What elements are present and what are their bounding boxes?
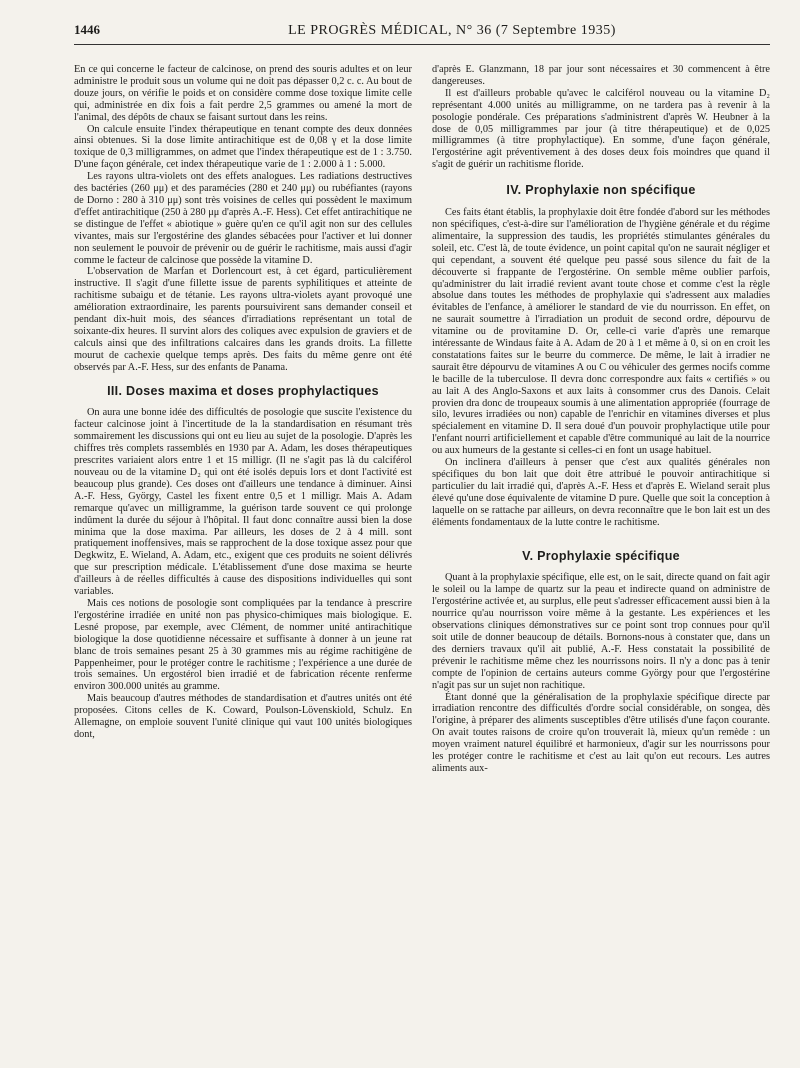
- paragraph: Étant donné que la généralisation de la prophylaxie spécifique directe par irradiation rencontre des difficultés d'ordre social considérable, on songea, dès l'origine, à préparer des aliments susceptibles d'être utilisés d'une façon courante. On avait toutes raisons de croire qu'on trouverait là, mieux qu'un remède : un moyen vraiment naturel équilibré et harmonieux, d'agir sur les nourrissons pour les protéger contre le rachitisme et c'est au lait qu'on eut recours. Les autres aliments aux-: [432, 691, 770, 774]
- paragraph: Mais ces notions de posologie sont compliquées par la tendance à prescrire l'ergostérine irradiée en unité non pas physico-chimiques mais biologique. E. Lesné propose, par exemple, avec Clément, de nommer unité antirachitique biologique la dose quotidienne nécessaire et suffisante à donner à un jeune rat blanc de trois semaines pesant 25 à 30 grammes mis au régime rachitigène de Pappenheimer, pour le protéger contre le rachitisme ; l'expérience a une durée de trois semaines. Un ergostérol bien irradié et de fabrication récente renferme environ 300.000 unités au gramme.: [74, 597, 412, 693]
- page-number: 1446: [74, 22, 100, 37]
- right-column: [432, 64, 770, 775]
- paragraph: d'après E. Glanzmann, 18 par jour sont nécessaires et 30 commencent à être dangereuses.: [432, 64, 770, 87]
- section-heading-iii: III. Doses maxima et doses prophylactiques: [107, 383, 379, 398]
- paragraph: Il est d'ailleurs probable qu'avec le calciférol nouveau ou la vitamine D₂ représentant 4.000 unités au milligramme, on ne tardera pas à revenir à la posologie pondérale. Ces préparations s'administrent d'après W. Heubner à la dose de 0,05 milligrammes par jour (à titre thérapeutique) et de 0,025 milligrammes (à titre prophylactique). En somme, d'une façon générale, l'ergostérine agit préventivement à des doses deux fois moindres que quand il s'agit de guérir un rachitisme floride.: [432, 87, 770, 171]
- running-title: LE PROGRÈS MÉDICAL, N° 36 (7 Septembre 1935): [288, 23, 616, 38]
- paragraph: Ces faits étant établis, la prophylaxie doit être fondée d'abord sur les méthodes non spécifiques, c'est-à-dire sur l'amélioration de l'hygiène générale et du régime alimentaire, la suppression des taudis, les propriétés stimulantes générales du soleil, etc. C'est là, de toute évidence, un point capital qu'on ne saurait négliger et qui cependant, a souvent été quelque peu passé sous silence du fait de la découverte si frappante de l'ergostérine. On semble même oublier parfois, qu'administrer du lait irradié revient avant toute chose et comme c'est la règle absolue dans toutes les méthodes de prophylaxie qui s'adressent aux maladies évitables de l'enfance, à améliorer le standard de vie du nourrisson. En effet, on ne saurait soumettre à l'irradiation un produit de second ordre, dépourvu de vitamine ou de provitamine D. Or, celle-ci varie d'après une remarque intéressante de Windaus faite à A. Adam de 20 à 1 et même à 0, si on en croit les constatations faites sur le beurre du commerce. De même, le lait à irradier ne saurait être dépourvu de vitamines A ou C ou véhiculer des germes nocifs comme le bacille de la tuberculose. Il devra donc correspondre aux faits « certifiés » ou au lait A des Anglo-Saxons et aux laits à consommer crus des Danois. Celait provien dra donc de troupeaux soumis à une alimentation appropriée (fourrage de silo, levures irradiées ou non) capable de l'enrichir en vitamines diverses et plus spécialement en vitamine D. Il sera doué d'un pouvoir prophylactique utile pour l'enfant nourri artificiellement et capable d'être communiqué au lait de la nourrice ou aux humeurs de la gestante si celles-ci en font un usage habituel.: [432, 207, 770, 457]
- paragraph: L'observation de Marfan et Dorlencourt est, à cet égard, particulièrement instructive. Il s'agit d'une fillette issue de parents syphilitiques et atteinte de rachitisme subaigu et de tétanie. Les rayons ultra-violets ayant provoqué une amélioration extraordinaire, les parents poursuivirent sans demander conseil et pendant dix-huit mois, des séances d'irradiations représentant un total de soixante-dix heures. Il survint alors des coliques avec expulsion de graviers et de calculs ainsi que des infiltrations calcaires dans les grands droits. La fillette mourut de cachexie quelque temps après. Des faits du même genre ont été observés par A.-F. Hess, sur des enfants de Panama.: [74, 266, 412, 373]
- paragraph: Mais beaucoup d'autres méthodes de standardisation et d'autres unités ont été proposées. Citons celles de K. Coward, Poulson-Lövenskiold, Schulz. En Allemagne, on emploie souvent l'unité clinique qui vaut 100 unités biologiques dont,: [74, 693, 412, 740]
- paragraph: On inclinera d'ailleurs à penser que c'est aux qualités générales non spécifiques du bon lait que doit être attribué le pouvoir antirachitique si particulier du lait irradié qui, d'après A.-F. Hess et d'après E. Wieland serait plus élevé qu'une dose équivalente de vitamine D pure. Quelle que soit la conception à laquelle on se rattache par ailleurs, on devra reconnaître que le bon lait est un des éléments fondamentaux de la lutte contre le rachitisme.: [432, 457, 770, 528]
- header-rule: [74, 44, 770, 45]
- paragraph: On calcule ensuite l'index thérapeutique en tenant compte des deux données ainsi obtenues. Si la dose limite antirachitique est de 0,08 γ et la dose limite toxique de 0,3 milligrammes, on admet que l'index thérapeutique est de 1 : 3.750. D'une façon générale, cet index thérapeutique varie de 1 : 2.000 à 1 : 5.000.: [74, 123, 412, 171]
- left-column: [74, 64, 412, 741]
- paragraph: Les rayons ultra-violets ont des effets analogues. Les radiations destructives des bactéries (260 μμ) et des paramécies (280 et 240 μμ) ou rubéfiantes (rayons de Dorno : 280 à 310 μμ) sont très voisines de celles qui possèdent le maximum d'effet antirachitique (250 à 280 μμ d'après A.-F. Hess). Cet effet antirachitique ne se distingue de l'effet « abiotique » guère qu'en ce qu'il agit non sur des cellules vivantes, mais sur l'ergostérine des glandes sébacées pour l'activer et lui donner non seulement le pouvoir de prévenir ou de guérir le rachitisme, mais aussi d'agir comme le facteur de calcinose que possède la vitamine D.: [74, 171, 412, 266]
- section-heading-iv: IV. Prophylaxie non spécifique: [506, 183, 696, 198]
- page-header: [74, 22, 770, 44]
- paragraph: Quant à la prophylaxie spécifique, elle est, on le sait, directe quand on fait agir le soleil ou la lampe de quartz sur la peau et indirecte quand on administre de l'ergostérine activée et, au surplus, elle peut s'adresser efficacement aussi bien à la nourrice qu'au nourrisson voire même à la gestante. Les expériences et les observations cliniques démonstratives sur ce point sont trop connues pour qu'il soit utile de donner beaucoup de détails. Bornons-nous à constater que, dans un des derniers travaux qu'il ait publié, A.-F. Hess constatait la possibilité de prévenir le rachitisme même chez les nourrissons noirs. Il n'y a donc pas à tenir compte de l'opinion de certains auteurs comme György pour que l'ergostérine n'agit pas sur un sujet non rachitique.: [432, 572, 770, 691]
- paragraph: On aura une bonne idée des difficultés de posologie que suscite l'existence du facteur calcinose joint à l'incertitude de la la standardisation en résumant très sommairement les discussions qui ont eu lieu au sujet de la posologie. D'après les chiffres très complets rassemblés en 1930 par A. Adam, les doses thérapeutiques prescrites variaient alors entre 1 et 15 milligr. (Il ne s'agit pas là du calciférol nouveau ou de la vitamine D₂ qui ont été isolés depuis lors et dont l'activité est beaucoup plus grande). Ces doses ont d'ailleurs une tendance à diminuer. Ainsi A.-F. Hess, György, Castel les fixent entre 0,5 et 1 milligr. Mais A. Adam remarque qu'avec un milligramme, la guérison tarde souvent ce qui prolonge indûment la durée du séjour à l'hôpital. Il faut donc connaître aussi bien la dose minima que la dose maxima. Par ailleurs, les doses de 2 à 4 mill. sont pratiquement inoffensives, mais se rapprochent de la dose toxique assez pour que Degkwitz, E. Wieland, A. Adam, etc., exigent que ces produits ne soient délivrés que sur prescription médicale. L'établissement d'une dose maxima se heurte d'ailleurs à de réelles difficultés à cause des dispositions individuelles qui sont variables.: [74, 407, 412, 598]
- section-heading-v: V. Prophylaxie spécifique: [522, 548, 680, 563]
- paragraph: En ce qui concerne le facteur de calcinose, on prend des souris adultes et on leur administre le produit sous un volume qui ne doit pas dépasser 0,2 c. c. Au bout de douze jours, on vérifie le poids et on considère comme dose toxique limite celle qui, administrée en dix fois a fait perdre 2,5 grammes ou amené la mort de l'animal, des dépôts de chaux se faisant surtout dans les reins.: [74, 64, 412, 123]
